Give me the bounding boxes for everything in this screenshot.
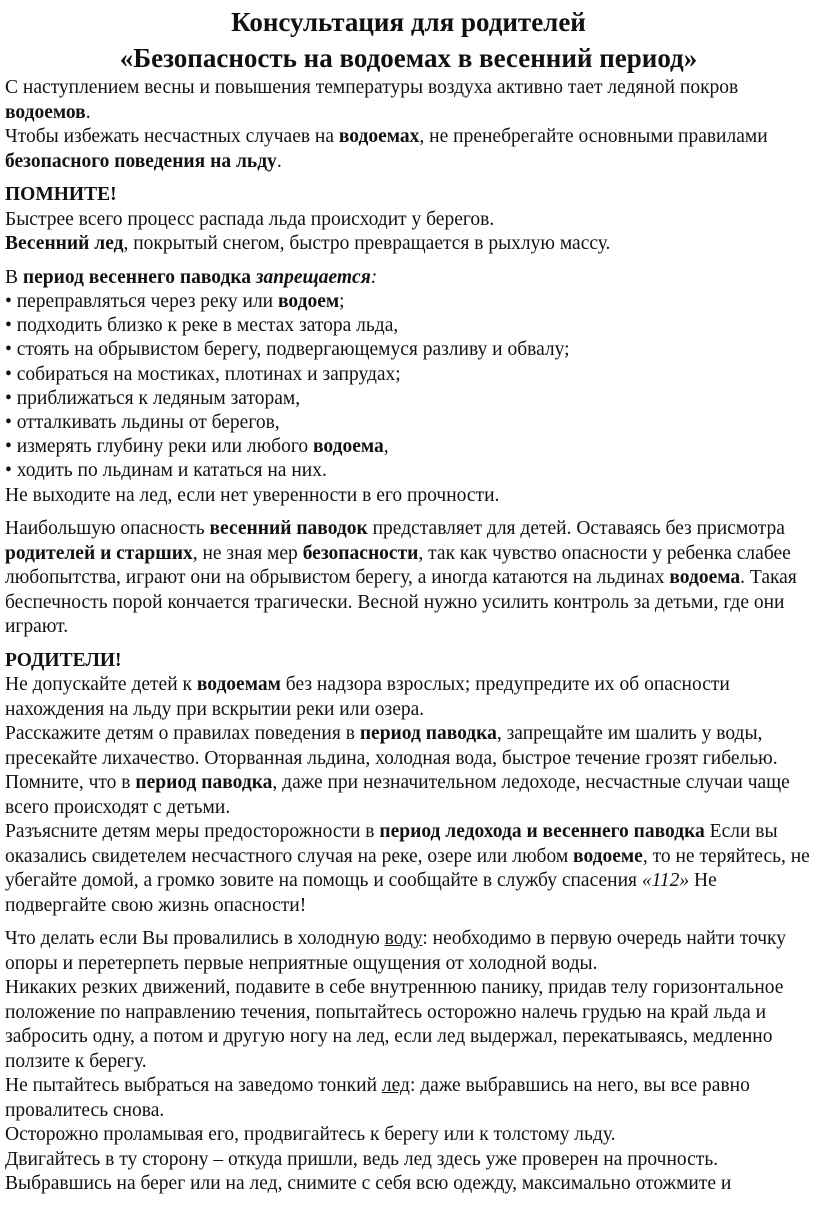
rescue-paragraph-1: Что делать если Вы провалились в холодную воду: необходимо в первую очередь найти точку опоры и перетерпеть первые неприятные ощущения от холодной воды.: [5, 928, 786, 974]
forbidden-list: [5, 290, 812, 484]
title-line-1: Консультация для родителей: [231, 7, 586, 37]
list-item: • стоять на обрывистом берегу, подвергающемуся разливу и обвалу;: [5, 338, 812, 362]
parents-paragraph-1: Не допускайте детей к водоемам без надзора взрослых; предупредите их об опасности нахождения на льду при вскрытии реки или озера.: [5, 674, 730, 720]
rescue-paragraph-3: Не пытайтесь выбраться на заведомо тонкий лед: даже выбравшись на него, вы все равно провалитесь снова.: [5, 1075, 750, 1121]
list-item: • отталкивать льдины от берегов,: [5, 411, 812, 435]
remember-heading: ПОМНИТЕ!: [5, 184, 117, 205]
title-line-2: «Безопасность на водоемах в весенний период»: [119, 43, 698, 73]
rescue-paragraph-2: Никаких резких движений, подавите в себе внутреннюю панику, придав телу горизонтальное положение по направлению течения, попытайтесь осторожно налечь грудью на край льда и забросить одну, а потом и другую ногу на лед, если лед выдержал, перекатываясь, медленно ползите к берегу.: [5, 977, 784, 1072]
rescue-paragraph-6: Выбравшись на берег или на лед, снимите с себя всю одежду, максимально отожмите и: [5, 1173, 732, 1195]
rescue-paragraph-5: Двигайтесь в ту сторону – откуда пришли, ведь лед здесь уже проверен на прочность.: [5, 1148, 719, 1170]
rescue-paragraph-4: Осторожно проламывая его, продвигайтесь к берегу или к толстому льду.: [5, 1124, 616, 1146]
document-title: [5, 4, 812, 76]
parents-paragraph-3: Помните, что в период паводка, даже при незначительном ледоходе, несчастные случаи чаще всего происходят с детьми.: [5, 772, 790, 818]
parents-paragraph-2: Расскажите детям о правилах поведения в период паводка, запрещайте им шалить у воды, пресекайте лихачество. Оторванная льдина, холодная вода, быстрое течение грозят гибелью.: [5, 723, 778, 769]
remember-line-1: Быстрее всего процесс распада льда происходит у берегов.: [5, 208, 495, 230]
forbidden-intro: В период весеннего паводка запрещается:: [5, 266, 378, 288]
list-item: • измерять глубину реки или любого водоема,: [5, 435, 812, 459]
list-item: • собираться на мостиках, плотинах и запрудах;: [5, 363, 812, 387]
list-item: • ходить по льдинам и кататься на них.: [5, 459, 812, 483]
list-item: • подходить близко к реке в местах затора льда,: [5, 314, 812, 338]
list-item: • приближаться к ледяным заторам,: [5, 387, 812, 411]
intro-paragraph-1: С наступлением весны и повышения температуры воздуха активно тает ледяной покров водоемов.: [5, 77, 739, 123]
list-item: • переправляться через реку или водоем;: [5, 290, 812, 314]
danger-paragraph: Наибольшую опасность весенний паводок представляет для детей. Оставаясь без присмотра родителей и старших, не зная мер безопасности, так как чувство опасности у ребенка слабее любопытства, играют они на обрывистом берегу, а иногда катаются на льдинах водоема. Такая беспечность порой кончается трагически. Весной нужно усилить контроль за детьми, где они играют.: [5, 518, 797, 638]
parents-paragraph-4: Разъясните детям меры предосторожности в период ледохода и весеннего паводка Если вы оказались свидетелем несчастного случая на реке, озере или любом водоеме, то не теряйтесь, не убегайте домой, а громко зовите на помощь и сообщайте в службу спасения «112» Не подвергайте свою жизнь опасности!: [5, 821, 810, 916]
intro-paragraph-2: Чтобы избежать несчастных случаев на водоемах, не пренебрегайте основными правилами безопасного поведения на льду.: [5, 126, 768, 172]
forbidden-closing: Не выходите на лед, если нет уверенности в его прочности.: [5, 484, 500, 506]
remember-line-2: Весенний лед, покрытый снегом, быстро превращается в рыхлую массу.: [5, 233, 611, 254]
parents-heading: РОДИТЕЛИ!: [5, 649, 122, 671]
